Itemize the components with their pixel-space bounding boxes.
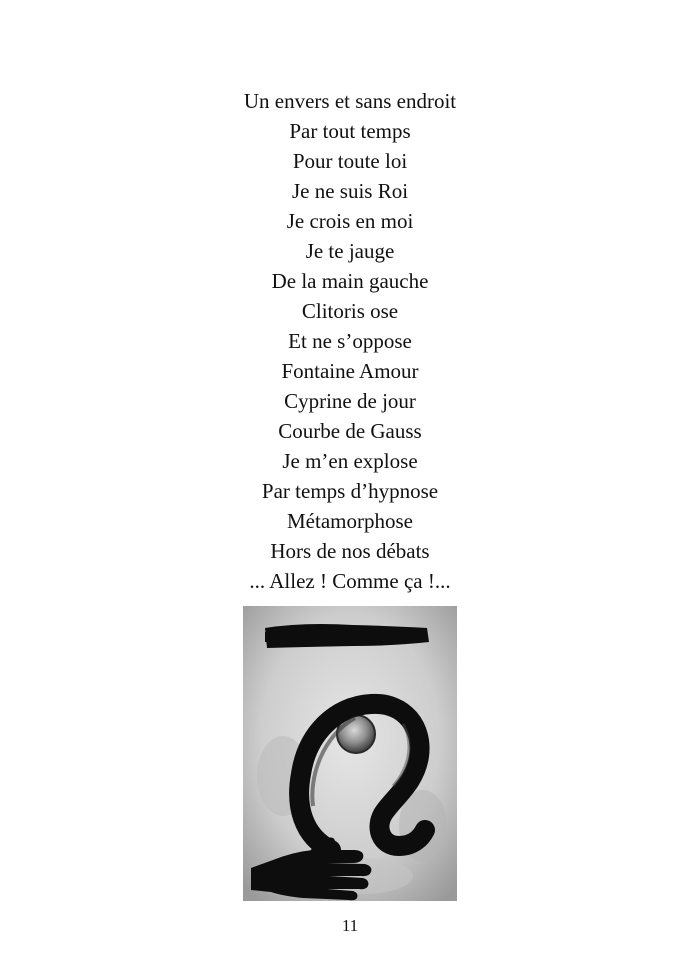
poem-line: Cyprine de jour — [284, 389, 416, 413]
page-number: 11 — [341, 916, 359, 935]
poem-line: De la main gauche — [271, 269, 429, 293]
poem-line: Je crois en moi — [286, 209, 414, 233]
poem-line: Je ne suis Roi — [291, 179, 409, 203]
poem-line: Et ne s’oppose — [288, 329, 412, 353]
poem-line: ... Allez ! Comme ça !... — [249, 569, 451, 593]
poem-line: Un envers et sans endroit — [243, 89, 457, 113]
poem-line: Fontaine Amour — [281, 359, 419, 383]
poem-line: Courbe de Gauss — [278, 419, 422, 443]
poem-line: Clitoris ose — [301, 299, 399, 323]
poem-line: Je m’en explose — [282, 449, 418, 473]
poem-line: Pour toute loi — [292, 149, 408, 173]
poem-line: Métamorphose — [287, 509, 413, 533]
poem-line: Par temps d’hypnose — [261, 479, 439, 503]
poem-line: Hors de nos débats — [270, 539, 430, 563]
ink-artwork — [243, 606, 457, 901]
poem — [0, 86, 700, 596]
poem-line: Par tout temps — [289, 119, 411, 143]
poem-line: Je te jauge — [305, 239, 395, 263]
